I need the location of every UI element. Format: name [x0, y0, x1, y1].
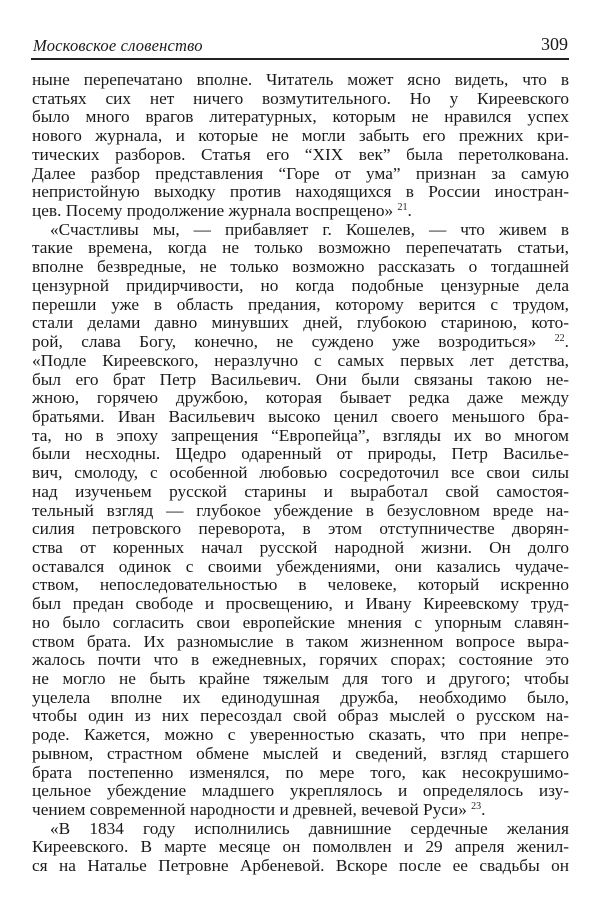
text-line [32, 614, 569, 633]
text-line [32, 801, 569, 820]
line-text: цев. Посему продолжение журнала воспрещено» [32, 201, 398, 221]
text-line [32, 146, 569, 165]
line-text: «В 1834 году исполнились давнишние сердечные желания [50, 818, 569, 838]
line-text: «Подле Киреевского, неразлучно с самых первых лет детства, [32, 350, 569, 370]
line-text: непристойную выходку против находящихся в России иностран- [32, 182, 569, 202]
line-text: Далее разбор представления “Горе от ума” признан за самую [32, 163, 569, 183]
text-line [32, 221, 569, 240]
line-text: Киреевского. В марте месяце он помолвлен и 29 апреля женил- [32, 837, 569, 857]
text-line [32, 371, 569, 390]
line-text: брата постепенно изменялся, по мере того, как несокрушимо- [32, 762, 569, 782]
line-text: стали делами давно минувших дней, глубокою стариною, кото- [32, 313, 569, 333]
body-text [32, 71, 569, 876]
text-line [32, 277, 569, 296]
line-text: цельное убеждение младшего укреплялось и определялось изу- [32, 781, 569, 801]
footnote-marker: 21 [397, 202, 408, 214]
line-text: жною, горячею дружбою, которая бывает редка даже между [32, 388, 569, 408]
punctuation: . [481, 800, 486, 820]
line-text: над изученьем русской старины и выработал свой самостоя- [32, 481, 569, 501]
line-text: силия петровского переворота, в этом отступничестве дворян- [32, 519, 569, 539]
text-line [32, 820, 569, 839]
line-text: цензурной придирчивости, но когда подобные цензурные дела [32, 275, 569, 295]
text-line [32, 108, 569, 127]
text-line [32, 764, 569, 783]
text-line [32, 726, 569, 745]
line-text: было много врагов литературных, которым не нравился успех [32, 107, 569, 127]
text-line [32, 689, 569, 708]
text-line [32, 502, 569, 521]
text-line [32, 857, 569, 876]
text-line [32, 389, 569, 408]
text-line [32, 296, 569, 315]
text-line [32, 427, 569, 446]
line-text: жалось почти что в ежедневных, горячих спорах; состояние это [32, 650, 569, 670]
line-text: был его брат Петр Васильевич. Они были связаны такою не- [32, 369, 569, 389]
line-text: рывном, страстном обмене мыслей и сведений, взгляд старшего [32, 743, 569, 763]
text-line [32, 558, 569, 577]
text-line [32, 333, 569, 352]
text-line [32, 183, 569, 202]
text-line [32, 576, 569, 595]
page-number: 309 [541, 34, 568, 54]
line-text: ством брата. Их разномыслие в таком жизненном вопросе выра- [32, 631, 569, 651]
line-text: не могло не быть крайне тяжелым для того и другого; чтобы [32, 669, 569, 688]
text-line [32, 838, 569, 857]
text-line [32, 651, 569, 670]
line-text: ством, непоследовательностью в человеке, который искренно [32, 575, 569, 595]
punctuation: . [564, 332, 569, 352]
line-text: рой, слава Богу, конечно, не суждено уже возродиться» [32, 332, 555, 352]
line-text: были несходны. Щедро одаренный от природы, Петр Василье- [32, 444, 569, 464]
text-line [32, 202, 569, 221]
text-line [32, 464, 569, 483]
line-text: уцелела вполне их единодушная дружба, необходимо было, [32, 687, 569, 707]
line-text: ныне перепечатано вполне. Читатель может ясно видеть, что в [32, 70, 569, 89]
line-text: тических разборов. Статья его “XIX век” была перетолкована. [32, 144, 569, 164]
line-text: тельный взгляд — глубокое убеждение в безусловном вреде на- [32, 500, 569, 520]
text-line [32, 782, 569, 801]
text-line [32, 670, 569, 689]
line-text: статьях сих нет ничего возмутительного. Но у Киреевского [32, 88, 569, 108]
text-line [32, 745, 569, 764]
punctuation: . [407, 201, 412, 221]
text-line [32, 483, 569, 502]
line-text: оставался одинок с своими убеждениями, они казались чудаче- [32, 556, 569, 576]
line-text: вич, смолоду, с особенной любовью сосредоточил все свои силы [32, 463, 569, 483]
line-text: перешли уже в область предания, которому верится с трудом, [32, 294, 569, 314]
text-line [32, 539, 569, 558]
running-title: Московское словенство [33, 36, 203, 55]
text-line [32, 520, 569, 539]
text-line [32, 633, 569, 652]
line-text: чтобы один из них пересоздал свой образ мыслей о русском на- [32, 706, 569, 726]
text-line [32, 445, 569, 464]
line-text: роде. Кажется, можно с уверенностью сказать, что при непре- [32, 725, 569, 745]
text-line [32, 71, 569, 90]
line-text: чением современной народности и древней, вечевой Руси» [32, 800, 472, 820]
line-text: «Счастливы мы, — прибавляет г. Кошелев, — что живем в [50, 219, 569, 239]
line-text: та, но в эпоху запрещения “Европейца”, взгляды их во многом [32, 425, 569, 445]
text-line [32, 352, 569, 371]
text-line [32, 127, 569, 146]
footnote-marker: 23 [471, 801, 482, 813]
text-line [32, 707, 569, 726]
line-text: ства от коренных начал русской народной жизни. Он долго [32, 537, 569, 557]
line-text: нового журнала, и которые не могли забыть его прежних кри- [32, 126, 569, 146]
text-line [32, 314, 569, 333]
line-text: но было согласить свои европейские мнения с упорным славян- [32, 612, 569, 632]
text-line [32, 258, 569, 277]
running-header [31, 34, 569, 60]
line-text: вполне безвредные, не только возможно рассказать о тогдашней [32, 257, 569, 277]
line-text: ся на Наталье Петровне Арбеневой. Вскоре после ее свадьбы он [32, 856, 569, 876]
line-text: такие времена, когда не только возможно перепечатать статьи, [32, 238, 569, 258]
text-line [32, 239, 569, 258]
text-line [32, 595, 569, 614]
footnote-marker: 22 [554, 333, 565, 345]
text-line [32, 165, 569, 184]
text-line [32, 90, 569, 109]
line-text: был предан свободе и просвещению, и Ивану Киреевскому труд- [32, 594, 569, 614]
text-line [32, 408, 569, 427]
line-text: братьями. Иван Васильевич высоко ценил своего меньшого бра- [32, 406, 569, 426]
